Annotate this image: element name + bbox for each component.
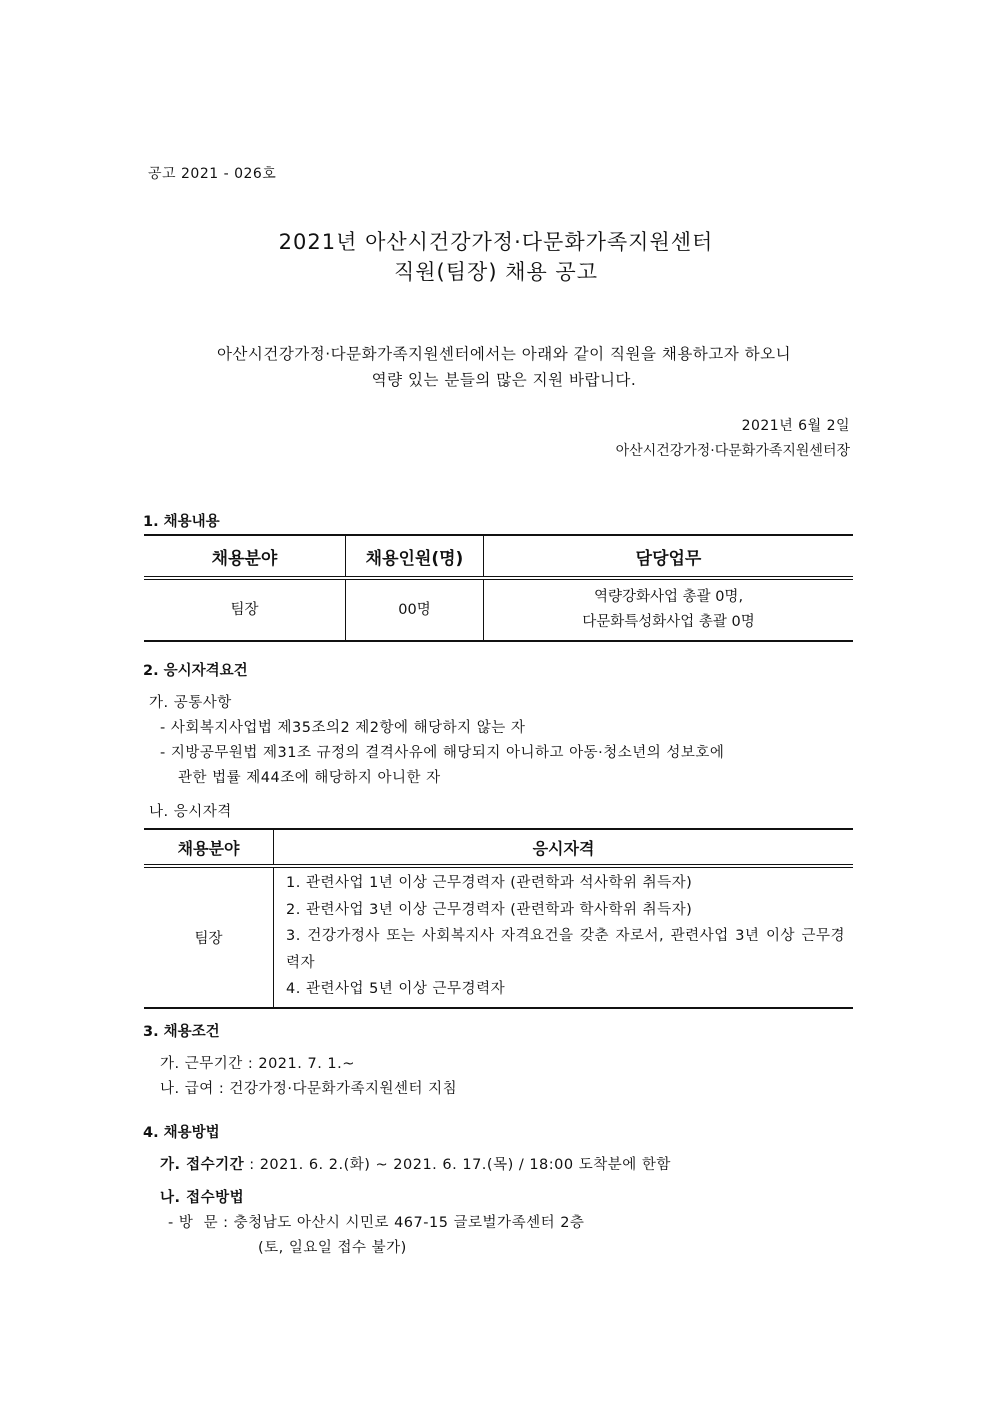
application-period: [160, 1153, 671, 1174]
issuer-name: 아산시건강가정·다문화가족지원센터장: [615, 443, 850, 459]
header-field: 채용분야: [144, 829, 274, 866]
qualification-table: [144, 828, 853, 1009]
duties-line1: 역량강화사업 총괄 0명,: [593, 589, 744, 605]
qualification-4: 4. 관련사업 5년 이상 근무경력자: [286, 981, 506, 997]
page-title-line2: 직원(팀장) 채용 공고: [393, 260, 599, 284]
header-duties: 담당업무: [484, 535, 854, 578]
section3-heading: 3. 채용조건: [143, 1024, 220, 1040]
application-period-label: 가. 접수기간: [160, 1157, 245, 1173]
page-title-line1: 2021년 아산시건강가정·다문화가족지원센터: [278, 230, 714, 254]
salary: 나. 급여 : 건강가정·다문화가족지원센터 지침: [160, 1081, 458, 1097]
section4-heading: 4. 채용방법: [143, 1125, 220, 1141]
application-period-value: : 2021. 6. 2.(화) ~ 2021. 6. 17.(목) / 18:00 도착분에 한함: [244, 1157, 671, 1173]
work-period: 가. 근무기간 : 2021. 7. 1.~: [160, 1056, 355, 1072]
intro-line2: 역량 있는 분들의 많은 지원 바랍니다.: [371, 371, 637, 389]
requirement-item-2-line2: 관한 법률 제44조에 해당하지 아니한 자: [178, 770, 441, 786]
cell-qualifications: [274, 866, 854, 1008]
notice-number: 공고 2021 - 026호: [148, 166, 277, 182]
application-method-heading: 나. 접수방법: [160, 1190, 245, 1206]
qualification-3: 3. 건강가정사 또는 사회복지사 자격요건을 갖춘 자로서, 관련사업 3년 이상 근무경력자: [286, 928, 845, 971]
cell-field: 팀장: [144, 866, 274, 1008]
table-header-row: [144, 535, 853, 578]
table-header-row: [144, 829, 853, 866]
table-row: [144, 866, 853, 1008]
header-qualification: 응시자격: [274, 829, 854, 866]
intro-line1: 아산시건강가정·다문화가족지원센터에서는 아래와 같이 직원을 채용하고자 하오니: [216, 345, 792, 363]
qualification-heading: 나. 응시자격: [149, 804, 232, 820]
requirement-item-1: - 사회복지사업법 제35조의2 제2항에 해당하지 않는 자: [160, 720, 526, 736]
qualification-2: 2. 관련사업 3년 이상 근무경력자 (관련학과 학사학위 취득자): [286, 901, 693, 918]
visit-note: (토, 일요일 접수 불가): [258, 1240, 407, 1256]
cell-field: 팀장: [144, 578, 346, 641]
duties-line2: 다문화특성화사업 총괄 0명: [582, 614, 755, 630]
table-row: [144, 578, 853, 641]
cell-count: 00명: [346, 578, 484, 641]
recruitment-table: [144, 534, 853, 642]
visit-address: - 방 문 : 충청남도 아산시 시민로 467-15 글로벌가족센터 2층: [168, 1215, 585, 1231]
header-count: 채용인원(명): [346, 535, 484, 578]
requirement-item-2-line1: - 지방공무원법 제31조 규정의 결격사유에 해당되지 아니하고 아동·청소년의 성보호에: [160, 745, 725, 761]
common-requirements-heading: 가. 공통사항: [149, 695, 232, 711]
qualification-1: 1. 관련사업 1년 이상 근무경력자 (관련학과 석사학위 취득자): [286, 875, 693, 891]
cell-duties: [484, 578, 854, 641]
header-field: 채용분야: [144, 535, 346, 578]
section2-heading: 2. 응시자격요건: [143, 663, 248, 679]
issue-date: 2021년 6월 2일: [741, 418, 850, 434]
section1-heading: 1. 채용내용: [143, 514, 220, 530]
